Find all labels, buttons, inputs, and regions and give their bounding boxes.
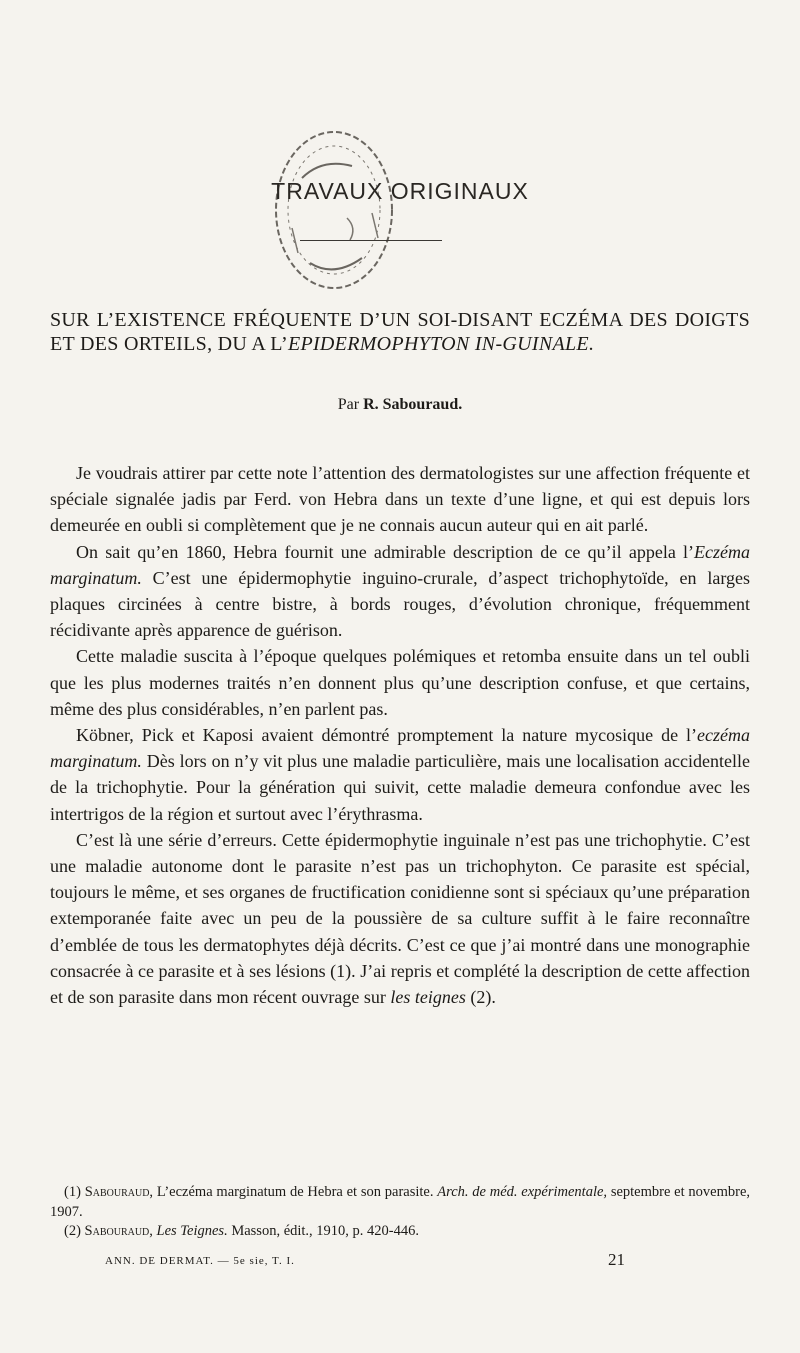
paragraph — [50, 827, 750, 1010]
heading-rule — [300, 240, 442, 241]
paragraph-text: C’est une épidermophytie inguino-crurale, d’aspect trichophytoïde, en larges plaques circinées à centre bistre, à bords rouges, d’évolution chronique, fréquemment récidivante après apparence de guérison. — [50, 567, 750, 641]
byline-prefix: Par — [337, 396, 360, 413]
footnote-2 — [50, 1222, 750, 1242]
footnote-author: Sabouraud, — [84, 1184, 154, 1200]
italic-term: eczéma marginatum. — [50, 725, 750, 772]
running-footer: ANN. DE DERMAT. — 5e sie, T. I. — [105, 1255, 295, 1267]
italic-term: les teignes — [390, 987, 466, 1008]
footnotes — [50, 1183, 750, 1242]
footnote-text: septembre et novembre, 1907. — [50, 1184, 751, 1220]
article-title — [50, 308, 750, 356]
paragraph-text: Köbner, Pick et Kaposi avaient démontré promptement la nature mycosique de l’ — [76, 725, 698, 746]
footnote-text: Masson, édit., 1910, p. 420-446. — [227, 1223, 420, 1239]
paragraph — [50, 643, 750, 722]
paragraph-text: Cette maladie suscita à l’époque quelques polémiques et retomba ensuite dans un tel oubli que les plus modernes traités n’en donnent plus qu’une description confuse, et que certains, même des plus considérables, n’en parlent pas. — [50, 646, 750, 719]
paragraph-text: Dès lors on n’y vit plus une maladie particulière, mais une localisation accidentelle de la trichophytie. Pour la génération qui suivit, cette maladie demeura confondue avec les intertrigos de la région et surtout avec l’érythrasma. — [50, 751, 750, 824]
title-italic-text: EPIDERMOPHYTON IN-GUINALE. — [287, 333, 595, 355]
paragraph-text: On sait qu’en 1860, Hebra fournit une admirable description de ce qu’il appela l’ — [76, 541, 695, 562]
footnote-marker: (2) — [64, 1223, 81, 1239]
article-body — [50, 460, 750, 1010]
paragraph-text: Je voudrais attirer par cette note l’attention des dermatologistes sur une affection fréquente et spéciale signalée jadis par Ferd. von Hebra dans un texte d’une ligne, et qui est depuis lors demeurée en oubli si complètement que je ne connais aucun auteur qui en ait parlé. — [50, 463, 750, 536]
paragraph — [50, 539, 750, 644]
section-heading: TRAVAUX ORIGINAUX — [271, 178, 529, 204]
paragraph-text: C’est là une série d’erreurs. Cette épidermophytie inguinale n’est pas une trichophytie. C’est une maladie autonome dont le parasite n’est pas un trichophyton. Ce parasite est spécial, toujours le même, et ses organes de fructification conidienne sont si spéciaux qu’une préparation extemporanée faite avec un peu de la poussière de sa culture suffit à le faire reconnaître d’emblée de tous les dermatophytes déjà décrits. C’est ce que j’ai montré dans une monographie consacrée à ce parasite et à ses lésions (1). J’ai repris et complété la description de cette affection et de son parasite dans mon récent ouvrage sur — [50, 829, 750, 1008]
library-stamp-icon — [262, 118, 412, 308]
footnote-author: Sabouraud, — [84, 1223, 153, 1239]
italic-term: Eczéma marginatum. — [50, 541, 750, 588]
byline-author: R. Sabouraud. — [363, 396, 463, 413]
footnote-text: L’eczéma marginatum de Hebra et son parasite. — [153, 1184, 438, 1200]
page-number: 21 — [608, 1250, 625, 1269]
footnote-marker: (1) — [64, 1184, 81, 1200]
footnote-book: Les Teignes. — [152, 1223, 228, 1239]
paragraph-text: (2). — [465, 987, 496, 1008]
footnote-1 — [50, 1183, 750, 1222]
paragraph — [50, 722, 750, 827]
footnote-journal: Arch. de méd. expérimentale, — [437, 1184, 608, 1200]
byline — [0, 396, 800, 414]
paragraph — [50, 460, 750, 539]
title-text: SUR L’EXISTENCE FRÉQUENTE D’UN SOI-DISANT ECZÉMA DES DOIGTS ET DES ORTEILS, DU A L’ — [50, 309, 750, 355]
